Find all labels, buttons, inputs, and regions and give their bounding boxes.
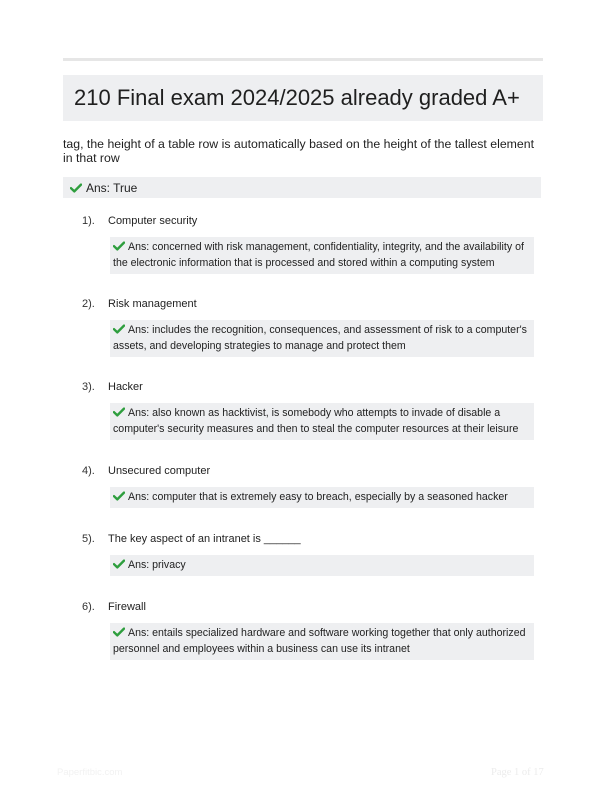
intro-answer [63, 177, 541, 198]
checkmark-icon [113, 491, 125, 501]
question-item [82, 381, 542, 440]
checkmark-icon [113, 627, 125, 637]
title-banner [63, 75, 543, 121]
question-number: 2). [82, 298, 95, 310]
question-item [82, 465, 542, 508]
question-text: The key aspect of an intranet is ______ [108, 533, 301, 545]
page-number: Page 1 of 17 [491, 767, 544, 778]
question-text: Firewall [108, 601, 146, 613]
question-item [82, 215, 542, 274]
question-item [82, 298, 542, 357]
checkmark-icon [70, 183, 82, 193]
question-item [82, 533, 542, 576]
answer-box [110, 555, 534, 576]
question-number: 6). [82, 601, 95, 613]
watermark-text: Paperfitbic.com [57, 767, 123, 778]
answer-text: Ans: concerned with risk management, confidentiality, integrity, and the availability of the electronic information that is processed and stored within a computing system [113, 241, 524, 269]
question-number: 3). [82, 381, 95, 393]
answer-text: Ans: computer that is extremely easy to breach, especially by a seasoned hacker [128, 491, 508, 503]
answer-box [110, 237, 534, 274]
checkmark-icon [113, 559, 125, 569]
answer-text: Ans: also known as hacktivist, is somebody who attempts to invade of disable a computer's security measures and then to steal the computer resources at their leisure [113, 407, 519, 435]
answer-box [110, 403, 534, 440]
question-number: 5). [82, 533, 95, 545]
answer-text: Ans: privacy [128, 559, 186, 571]
checkmark-icon [113, 241, 125, 251]
answer-text: Ans: entails specialized hardware and software working together that only authorized personnel and employees within a business can use its intranet [113, 627, 526, 655]
checkmark-icon [113, 324, 125, 334]
intro-question: tag, the height of a table row is automatically based on the height of the tallest element in that row [63, 137, 534, 165]
page-title: 210 Final exam 2024/2025 already graded A+ [74, 85, 520, 110]
answer-box [110, 487, 534, 508]
question-text: Hacker [108, 381, 143, 393]
question-number: 1). [82, 215, 95, 227]
answer-box [110, 320, 534, 357]
question-text: Unsecured computer [108, 465, 211, 477]
question-text: Computer security [108, 215, 198, 227]
top-divider [63, 58, 543, 61]
intro-answer-text: Ans: True [86, 180, 138, 195]
question-text: Risk management [108, 298, 197, 310]
answer-text: Ans: includes the recognition, consequences, and assessment of risk to a computer's assets, and developing strategies to manage and protect them [113, 324, 527, 352]
checkmark-icon [113, 407, 125, 417]
question-number: 4). [82, 465, 95, 477]
answer-box [110, 623, 534, 660]
question-item [82, 601, 542, 660]
